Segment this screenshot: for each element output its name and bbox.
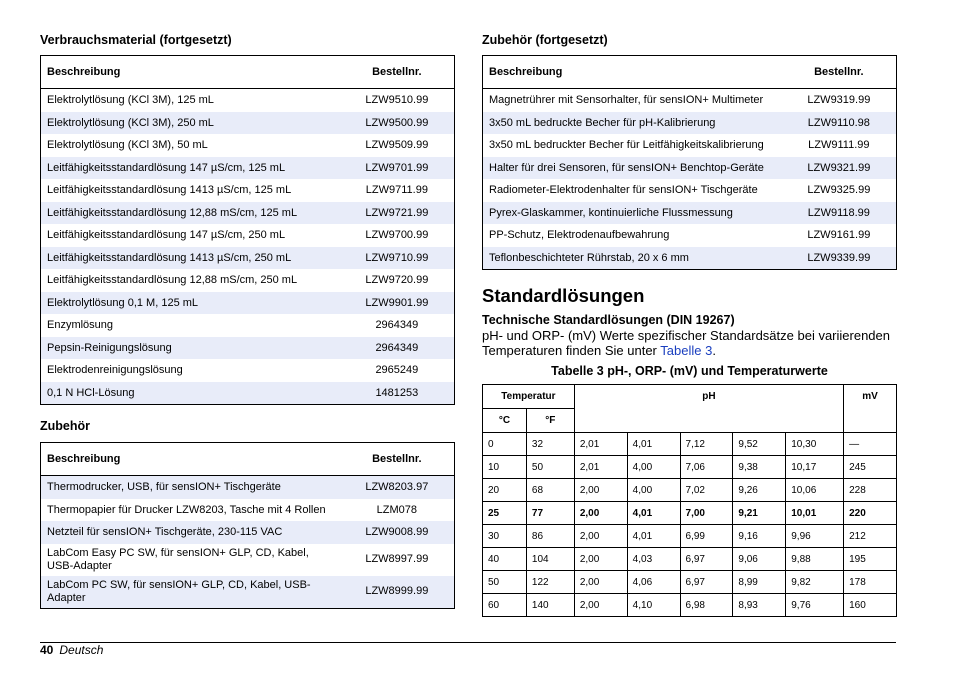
description-cell: Teflonbeschichteter Rührstab, 20 x 6 mm: [483, 247, 782, 270]
column-header-description: Beschreibung: [41, 443, 340, 476]
fahrenheit-cell: 77: [526, 502, 574, 525]
order-number-cell: LZW9161.99: [807, 229, 871, 242]
column-header-order-number: Bestellnr.: [340, 443, 455, 476]
footer-divider: [40, 642, 896, 643]
column-header-description: Beschreibung: [41, 56, 340, 89]
celsius-cell: 0: [483, 433, 527, 456]
order-number-cell: LZW9118.99: [782, 202, 897, 225]
table-row: [483, 202, 897, 225]
ph-cell: 9,16: [733, 525, 786, 548]
mv-cell: 220: [844, 502, 897, 525]
paragraph-end: .: [712, 343, 716, 358]
celsius-cell: 10: [483, 456, 527, 479]
column-header-mv: mV: [844, 385, 897, 433]
ph-cell: 7,06: [680, 456, 733, 479]
table-row: [41, 382, 455, 405]
description-cell: Magnetrührer mit Sensorhalter, für sensION+ Multimeter: [489, 94, 764, 107]
description-cell: Enzymlösung: [47, 319, 114, 332]
table-row: [483, 525, 897, 548]
table-row: [483, 433, 897, 456]
ph-cell: 9,82: [786, 571, 844, 594]
column-header-description: Beschreibung: [483, 56, 782, 89]
table-row: [41, 544, 455, 576]
table-row: [483, 594, 897, 617]
column-header-order-number: Bestellnr.: [340, 56, 455, 89]
table-row: [41, 224, 455, 247]
ph-cell: 7,02: [680, 479, 733, 502]
ph-cell: 6,97: [680, 548, 733, 571]
paragraph-text: pH- und ORP- (mV) Werte spezifischer Standardsätze bei variierenden Temperaturen finden Sie unter: [482, 328, 890, 358]
table-row: [483, 479, 897, 502]
order-number-cell: LZW9008.99: [340, 521, 455, 544]
table-row: [41, 521, 455, 544]
ph-cell: 6,98: [680, 594, 733, 617]
mv-cell: 178: [844, 571, 897, 594]
ph-cell: 2,00: [574, 548, 627, 571]
table-row: [41, 576, 455, 609]
ph-cell: 4,10: [627, 594, 680, 617]
description-cell: Leitfähigkeitsstandardlösung 12,88 mS/cm, 125 mL: [41, 202, 340, 225]
mv-cell: 160: [844, 594, 897, 617]
ph-cell: 9,88: [786, 548, 844, 571]
order-number-cell: LZW9711.99: [365, 184, 428, 197]
celsius-cell: 40: [483, 548, 527, 571]
order-number-cell: LZW9701.99: [340, 157, 455, 180]
standardloesungen-subheading: Technische Standardlösungen (DIN 19267): [482, 313, 735, 327]
order-number-cell: 2964349: [340, 337, 455, 360]
table-row: [41, 359, 455, 382]
description-cell: 3x50 mL bedruckter Becher für Leitfähigkeitskalibrierung: [489, 139, 764, 152]
description-cell: Netzteil für sensION+ Tischgeräte, 230-115 VAC: [41, 521, 340, 544]
ph-cell: 9,52: [733, 433, 786, 456]
table-row: [483, 112, 897, 135]
fahrenheit-cell: 68: [526, 479, 574, 502]
table-row: [41, 134, 455, 157]
footer-language: Deutsch: [59, 643, 104, 657]
description-cell: 0,1 N HCl-Lösung: [41, 382, 340, 405]
table-row: [41, 499, 455, 522]
description-cell: PP-Schutz, Elektrodenaufbewahrung: [489, 229, 670, 242]
ph-cell: 7,12: [680, 433, 733, 456]
description-cell: Elektrodenreinigungslösung: [47, 364, 183, 377]
celsius-cell: 25: [483, 502, 527, 525]
description-cell: 3x50 mL bedruckte Becher für pH-Kalibrierung: [483, 112, 782, 135]
order-number-cell: LZW9509.99: [365, 139, 429, 152]
ph-cell: 2,01: [574, 456, 627, 479]
page-number: 40: [40, 643, 54, 657]
order-number-cell: LZW9321.99: [782, 157, 897, 180]
table-row: [483, 502, 897, 525]
ph-cell: 2,00: [574, 571, 627, 594]
ph-cell: 4,00: [627, 479, 680, 502]
section-title-zubehoer-fortgesetzt: Zubehör (fortgesetzt): [482, 33, 608, 47]
ph-cell: 8,99: [733, 571, 786, 594]
ph-cell: 6,97: [680, 571, 733, 594]
table-row: [41, 476, 455, 499]
ph-cell: 4,01: [627, 433, 680, 456]
ph-cell: 9,76: [786, 594, 844, 617]
ph-cell: 10,17: [786, 456, 844, 479]
table-row: [483, 179, 897, 202]
description-cell: Leitfähigkeitsstandardlösung 147 µS/cm, 125 mL: [41, 157, 340, 180]
section-title-verbrauchsmaterial: Verbrauchsmaterial (fortgesetzt): [40, 33, 232, 47]
table-row: [41, 337, 455, 360]
fahrenheit-cell: 50: [526, 456, 574, 479]
table-row: [483, 247, 897, 270]
ph-cell: 2,00: [574, 525, 627, 548]
celsius-cell: 50: [483, 571, 527, 594]
ph-cell: 4,01: [627, 525, 680, 548]
description-cell: Leitfähigkeitsstandardlösung 147 µS/cm, 250 mL: [47, 229, 286, 242]
table-row: [41, 247, 455, 270]
order-number-cell: LZM078: [376, 503, 417, 516]
zubehoer-table: [40, 442, 455, 609]
description-cell: Thermopapier für Drucker LZW8203, Tasche mit 4 Rollen: [47, 503, 326, 516]
description-cell: Pyrex-Glaskammer, kontinuierliche Flussmessung: [483, 202, 782, 225]
fahrenheit-cell: 140: [526, 594, 574, 617]
mv-cell: 195: [844, 548, 897, 571]
order-number-cell: LZW9700.99: [365, 229, 429, 242]
table-row: [41, 314, 455, 337]
column-header-fahrenheit: °F: [526, 409, 574, 433]
description-cell: LabCom PC SW, für sensION+ GLP, CD, Kabel, USB-Adapter: [41, 576, 340, 609]
description-cell: Leitfähigkeitsstandardlösung 1413 µS/cm, 125 mL: [47, 184, 292, 197]
ph-cell: 2,00: [574, 479, 627, 502]
table-row: [41, 179, 455, 202]
celsius-cell: 60: [483, 594, 527, 617]
order-number-cell: 1481253: [340, 382, 455, 405]
description-cell: Pepsin-Reinigungslösung: [41, 337, 340, 360]
page-footer: [40, 643, 103, 657]
table-row: [41, 157, 455, 180]
order-number-cell: 2965249: [375, 364, 419, 377]
order-number-cell: LZW9710.99: [340, 247, 455, 270]
ph-cell: 10,30: [786, 433, 844, 456]
fahrenheit-cell: 32: [526, 433, 574, 456]
standardloesungen-paragraph: [482, 328, 902, 358]
column-header-temperature: Temperatur: [483, 385, 575, 409]
column-header-order-number: Bestellnr.: [782, 56, 897, 89]
order-number-cell: LZW8997.99: [365, 553, 429, 565]
order-number-cell: LZW9500.99: [340, 112, 455, 135]
description-cell: Thermodrucker, USB, für sensION+ Tischgeräte: [41, 476, 340, 499]
order-number-cell: LZW9319.99: [807, 94, 871, 107]
column-header-ph: pH: [574, 385, 843, 433]
celsius-cell: 20: [483, 479, 527, 502]
ph-cell: 4,01: [627, 502, 680, 525]
table-row: [41, 112, 455, 135]
ph-cell: 2,00: [574, 502, 627, 525]
table-caption: Tabelle 3 pH-, ORP- (mV) und Temperaturwerte: [551, 364, 828, 378]
description-cell: LabCom Easy PC SW, für sensION+ GLP, CD, Kabel, USB-Adapter: [47, 546, 309, 572]
order-number-cell: LZW9339.99: [782, 247, 897, 270]
description-cell: Elektrolytlösung 0,1 M, 125 mL: [41, 292, 340, 315]
ph-cell: 2,01: [574, 433, 627, 456]
ph-cell: 9,96: [786, 525, 844, 548]
celsius-cell: 30: [483, 525, 527, 548]
description-cell: Radiometer-Elektrodenhalter für sensION+ Tischgeräte: [489, 184, 758, 197]
table-row: [41, 292, 455, 315]
table-row: [483, 89, 897, 112]
order-number-cell: LZW8999.99: [340, 576, 455, 609]
ph-cell: 2,00: [574, 594, 627, 617]
temperature-table: [482, 384, 897, 617]
order-number-cell: LZW9325.99: [807, 184, 871, 197]
table-row: [41, 89, 455, 112]
description-cell: Elektrolytlösung (KCl 3M), 50 mL: [47, 139, 208, 152]
description-cell: Leitfähigkeitsstandardlösung 12,88 mS/cm, 250 mL: [47, 274, 298, 287]
table-row: [483, 456, 897, 479]
section-title-zubehoer: Zubehör: [40, 419, 90, 433]
order-number-cell: 2964349: [375, 319, 419, 332]
table-row: [41, 202, 455, 225]
ph-cell: 9,06: [733, 548, 786, 571]
mv-cell: —: [844, 433, 897, 456]
table-row: [483, 134, 897, 157]
table-row: [483, 157, 897, 180]
description-cell: Leitfähigkeitsstandardlösung 1413 µS/cm, 250 mL: [41, 247, 340, 270]
fahrenheit-cell: 104: [526, 548, 574, 571]
description-cell: Halter für drei Sensoren, für sensION+ Benchtop-Geräte: [483, 157, 782, 180]
ph-cell: 8,93: [733, 594, 786, 617]
order-number-cell: LZW9901.99: [340, 292, 455, 315]
order-number-cell: LZW9111.99: [808, 139, 870, 152]
mv-cell: 212: [844, 525, 897, 548]
table-reference-link[interactable]: Tabelle 3: [660, 343, 713, 358]
ph-cell: 4,03: [627, 548, 680, 571]
ph-cell: 4,00: [627, 456, 680, 479]
zubehoer-fortgesetzt-table: [482, 55, 897, 270]
description-cell: Elektrolytlösung (KCl 3M), 250 mL: [41, 112, 340, 135]
table-row: [483, 548, 897, 571]
table-row: [483, 571, 897, 594]
ph-cell: 7,00: [680, 502, 733, 525]
fahrenheit-cell: 86: [526, 525, 574, 548]
column-header-celsius: °C: [483, 409, 527, 433]
order-number-cell: LZW9720.99: [365, 274, 429, 287]
order-number-cell: LZW9510.99: [365, 94, 429, 107]
standardloesungen-heading: Standardlösungen: [482, 285, 645, 306]
ph-cell: 4,06: [627, 571, 680, 594]
ph-cell: 9,26: [733, 479, 786, 502]
order-number-cell: LZW9721.99: [340, 202, 455, 225]
mv-cell: 228: [844, 479, 897, 502]
verbrauchsmaterial-table: [40, 55, 455, 405]
ph-cell: 10,06: [786, 479, 844, 502]
ph-cell: 9,21: [733, 502, 786, 525]
mv-cell: 245: [844, 456, 897, 479]
ph-cell: 9,38: [733, 456, 786, 479]
fahrenheit-cell: 122: [526, 571, 574, 594]
order-number-cell: LZW9110.98: [782, 112, 897, 135]
order-number-cell: LZW8203.97: [340, 476, 455, 499]
description-cell: Elektrolytlösung (KCl 3M), 125 mL: [47, 94, 214, 107]
ph-cell: 6,99: [680, 525, 733, 548]
table-row: [483, 224, 897, 247]
table-row: [41, 269, 455, 292]
ph-cell: 10,01: [786, 502, 844, 525]
